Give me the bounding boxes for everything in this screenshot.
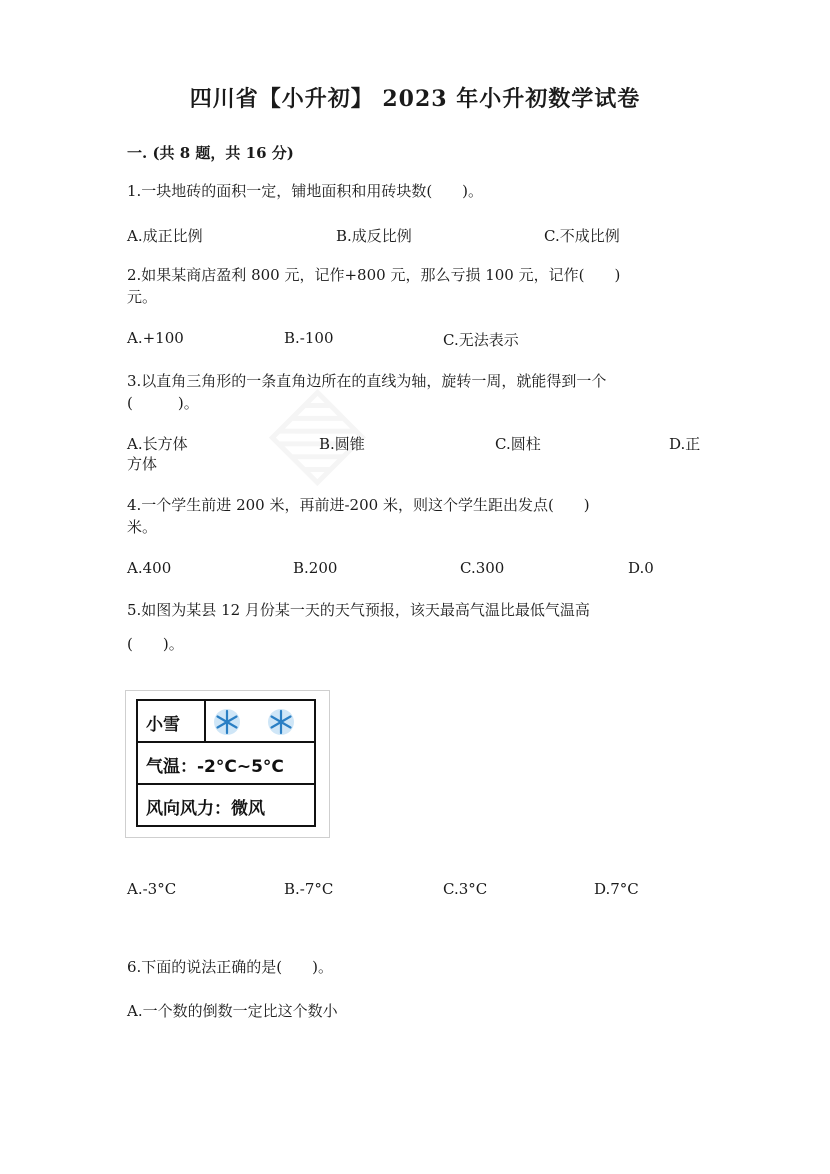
question-1-text: 1.一块地砖的面积一定，铺地面积和用砖块数( )。 — [127, 182, 484, 200]
weather-condition: 小雪 — [146, 715, 180, 735]
question-5-text-cont: ( )。 — [127, 635, 184, 653]
question-2 — [127, 264, 707, 308]
q3-option-b: B.圆锥 — [319, 435, 365, 453]
weather-forecast-image — [125, 690, 330, 838]
q3-option-d-wrap: 方体 — [127, 455, 158, 473]
q6-option-a: A.一个数的倒数一定比这个数小 — [127, 1002, 338, 1020]
page-title: 四川省【小升初】 2023 年小升初数学试卷 — [189, 86, 641, 112]
section-heading: 一. (共 8 题，共 16 分) — [127, 144, 294, 162]
question-6-text: 6.下面的说法正确的是( )。 — [127, 958, 334, 976]
q5-option-d: D.7°C — [594, 880, 639, 898]
question-4-text: 4.一个学生前进 200 米，再前进-200 米，则这个学生距出发点( ) — [127, 496, 590, 514]
question-4 — [127, 494, 707, 538]
question-1 — [127, 180, 707, 202]
temperature-row — [138, 743, 314, 785]
question-5-text: 5.如图为某县 12 月份某一天的天气预报，该天最高气温比最低气温高 — [127, 601, 590, 619]
question-2-text-cont: 元。 — [127, 288, 158, 306]
weather-table — [136, 699, 316, 827]
q2-option-c: C.无法表示 — [443, 331, 519, 349]
question-3 — [127, 370, 707, 414]
snowflake-icon — [266, 707, 296, 737]
q3-option-a: A.长方体 — [127, 435, 188, 453]
q1-option-c: C.不成比例 — [544, 227, 620, 245]
q4-option-a: A.400 — [127, 559, 172, 577]
q5-option-b: B.-7°C — [284, 880, 334, 898]
temperature-text: 气温：-2°C~5°C — [146, 757, 284, 777]
q2-option-a: A.+100 — [127, 329, 184, 347]
question-5 — [127, 599, 707, 655]
q2-option-b: B.-100 — [284, 329, 334, 347]
question-6 — [127, 956, 707, 978]
q5-option-c: C.3°C — [443, 880, 488, 898]
weather-divider — [204, 701, 206, 741]
q1-option-b: B.成反比例 — [336, 227, 412, 245]
wind-text: 风向风力：微风 — [146, 799, 265, 819]
question-3-text: 3.以直角三角形的一条直角边所在的直线为轴，旋转一周，就能得到一个 — [127, 372, 607, 390]
q3-option-d: D.正 — [669, 435, 701, 453]
question-4-text-cont: 米。 — [127, 518, 158, 536]
question-3-text-cont: ( )。 — [127, 394, 199, 412]
weather-row — [138, 701, 314, 743]
q4-option-c: C.300 — [460, 559, 505, 577]
q4-option-d: D.0 — [628, 559, 654, 577]
q3-option-c: C.圆柱 — [495, 435, 541, 453]
q4-option-b: B.200 — [293, 559, 338, 577]
question-2-text: 2.如果某商店盈利 800 元，记作+800 元，那么亏损 100 元，记作( ) — [127, 266, 621, 284]
snowflake-icon — [212, 707, 242, 737]
wind-row — [138, 785, 314, 825]
q5-option-a: A.-3°C — [127, 880, 177, 898]
q1-option-a: A.成正比例 — [127, 227, 203, 245]
